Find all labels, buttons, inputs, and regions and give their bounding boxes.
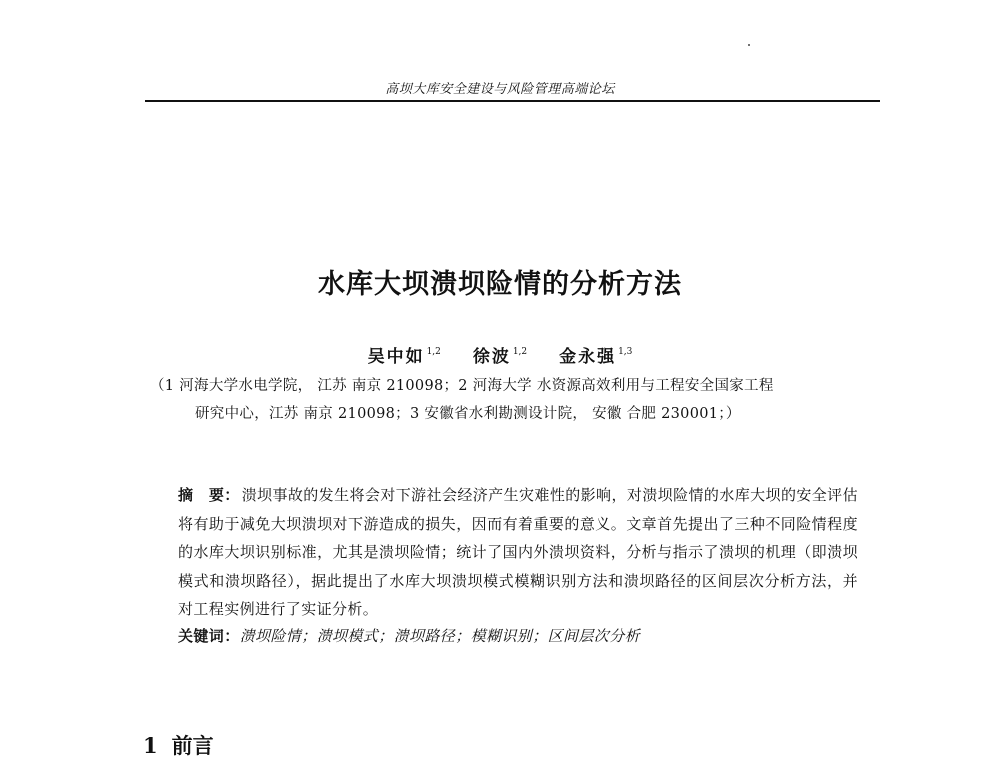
header-rule (145, 100, 880, 102)
abstract-label: 摘 要： (178, 486, 240, 504)
section-heading (143, 730, 214, 760)
running-header: 高坝大库安全建设与风险管理高端论坛 (385, 82, 615, 97)
author (473, 342, 527, 367)
abstract-paragraph (178, 481, 858, 624)
section-title: 前言 (171, 733, 214, 758)
author-list (0, 342, 1000, 367)
keywords (178, 625, 858, 646)
author-affiliation-mark: 1,2 (512, 347, 528, 357)
abstract (178, 481, 858, 624)
keywords-text: 溃坝险情；溃坝模式；溃坝路径；模糊识别；区间层次分析 (239, 627, 641, 645)
scan-speck (748, 44, 750, 46)
keywords-label: 关键词： (178, 627, 240, 645)
author-name: 金永强 (559, 347, 617, 367)
author (559, 342, 632, 367)
author-affiliation-mark: 1,2 (426, 347, 441, 357)
abstract-text: 溃坝事故的发生将会对下游社会经济产生灾难性的影响，对溃坝险情的水库大坝的安全评估将有助于减免大坝溃坝对下游造成的损失，因而有着重要的意义。文章首先提出了三种不同险情程度的水库大坝识别标准，尤其是溃坝险情；统计了国内外溃坝资料，分析与指示了溃坝的机理（即溃坝模式和溃坝路径），据此提出了水库大坝溃坝模式模糊识别方法和溃坝路径的区间层次分析方法，并对工程实例进行了实证分析。 (178, 486, 858, 618)
author-affiliation-mark: 1,3 (618, 347, 633, 357)
author-name: 徐波 (472, 347, 511, 367)
author (368, 342, 441, 367)
affiliation-line: （1 河海大学水电学院， 江苏 南京 210098；2 河海大学 水资源高效利用与工程安全国家工程 (150, 378, 774, 394)
paper-title: 水库大坝溃坝险情的分析方法 (318, 269, 682, 300)
author-name: 吴中如 (367, 347, 425, 367)
section-number: 1 (143, 733, 158, 758)
affiliation-line: 研究中心，江苏 南京 210098；3 安徽省水利勘测设计院， 安徽 合肥 230001；） (195, 406, 741, 422)
